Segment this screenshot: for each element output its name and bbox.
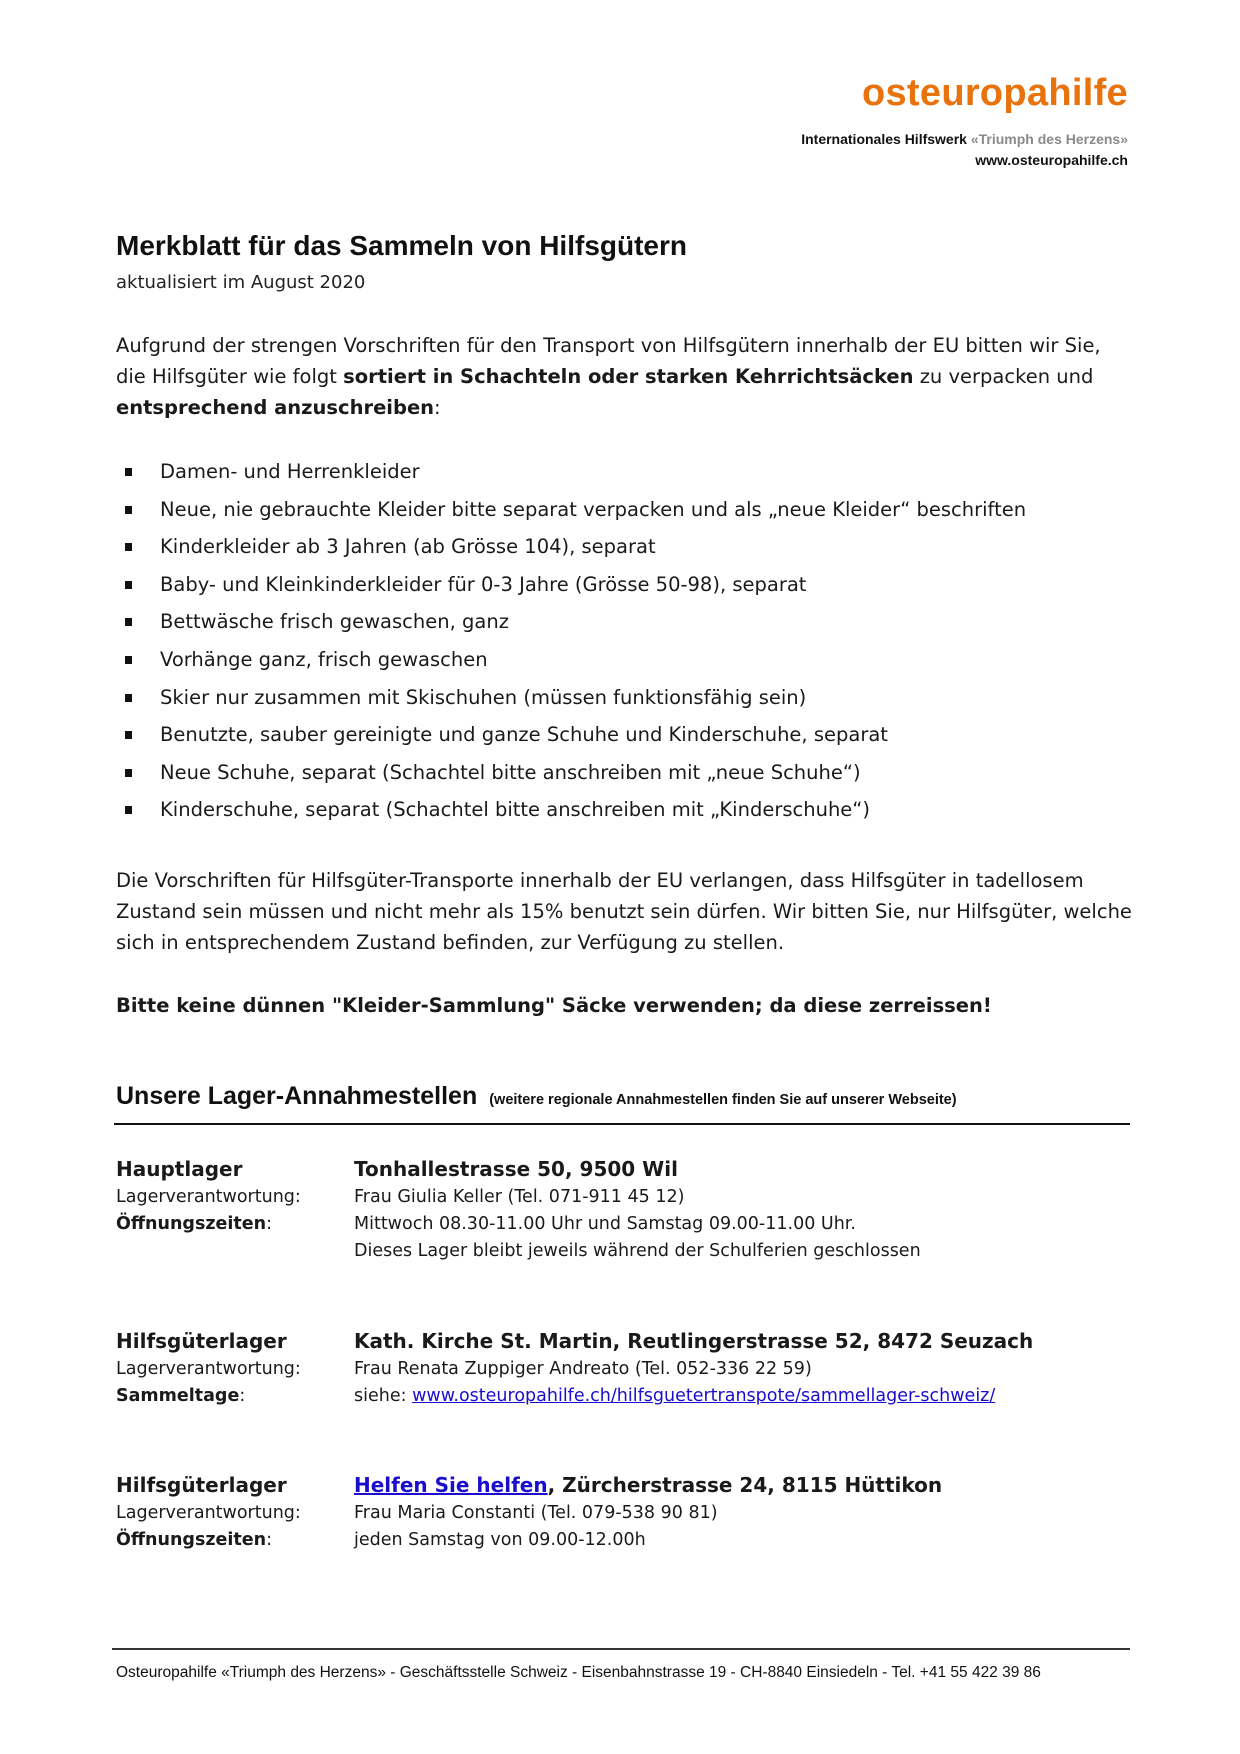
bullet-square-icon — [125, 581, 132, 589]
location-header — [116, 1327, 1136, 1356]
list-item-text: Kinderschuhe, separat (Schachtel bitte anschreiben mit „Kinderschuhe“) — [160, 798, 871, 822]
contact-label: Lagerverantwortung: — [116, 1503, 301, 1523]
list-item-text: Bettwäsche frisch gewaschen, ganz — [160, 610, 509, 634]
location-note-row — [116, 1238, 1136, 1265]
list-item — [116, 757, 1026, 795]
section-divider — [114, 1123, 1130, 1125]
location-seuzach — [116, 1327, 1136, 1410]
intro-text-1: Aufgrund der strengen Vorschriften für den Transport von Hilfsgütern innerhalb der EU bitten wir Sie, die Hilfsgüter wie folgt — [116, 334, 1101, 388]
hours-value: jeden Samstag von 09.00-12.00h — [354, 1530, 646, 1550]
location-type: Hilfsgüterlager — [116, 1329, 287, 1353]
warning-text: Bitte keine dünnen "Kleider-Sammlung" Säcke verwenden; da diese zerreissen! — [116, 994, 992, 1017]
hours-label-text: Öffnungszeiten — [116, 1530, 267, 1550]
bullet-square-icon — [125, 468, 132, 476]
location-address: Tonhallestrasse 50, 9500 Wil — [354, 1157, 678, 1181]
hours-label — [116, 1211, 354, 1238]
hours-label — [116, 1383, 354, 1410]
list-item — [116, 531, 1026, 569]
list-item-text: Vorhänge ganz, frisch gewaschen — [160, 647, 488, 671]
contact-value: Frau Giulia Keller (Tel. 071-911 45 12) — [354, 1187, 685, 1207]
list-item — [116, 644, 1026, 682]
list-item — [116, 569, 1026, 607]
contact-label: Lagerverantwortung: — [116, 1359, 301, 1379]
bullet-square-icon — [125, 731, 132, 739]
hours-label-colon: : — [266, 1530, 273, 1550]
location-address: Kath. Kirche St. Martin, Reutlingerstrasse 52, 8472 Seuzach — [354, 1329, 1034, 1353]
location-hours-row — [116, 1211, 1136, 1238]
bullet-square-icon — [125, 543, 132, 551]
location-type: Hilfsgüterlager — [116, 1473, 287, 1497]
contact-value: Frau Renata Zuppiger Andreato (Tel. 052-336 22 59) — [354, 1359, 812, 1379]
locations-title: Unsere Lager-Annahmestellen — [116, 1082, 478, 1110]
hours-value — [354, 1383, 1136, 1410]
location-contact-row — [116, 1500, 1136, 1527]
bullet-square-icon — [125, 656, 132, 664]
location-address-text: , Zürcherstrasse 24, 8115 Hüttikon — [547, 1473, 943, 1497]
list-item — [116, 794, 1026, 832]
hours-label-colon: : — [266, 1214, 273, 1234]
rules-paragraph: Die Vorschriften für Hilfsgüter-Transporte innerhalb der EU verlangen, dass Hilfsgüter in tadellosem Zustand sein müssen und nicht mehr als 15% benutzt sein dürfen. Wir bitten Sie, nur Hilfsgüter, welche sich in entsprechendem Zustand befinden, zur Verfügung zu stellen. — [116, 869, 1132, 954]
list-item-text: Benutzte, sauber gereinigte und ganze Schuhe und Kinderschuhe, separat — [160, 723, 888, 747]
bullet-square-icon — [125, 806, 132, 814]
list-item-text: Neue Schuhe, separat (Schachtel bitte anschreiben mit „neue Schuhe“) — [160, 760, 861, 784]
footer-divider — [112, 1648, 1130, 1650]
brand-tagline — [801, 131, 1128, 147]
location-type: Hauptlager — [116, 1157, 243, 1181]
location-contact-row — [116, 1356, 1136, 1383]
location-header — [116, 1155, 1136, 1184]
hours-value: Mittwoch 08.30-11.00 Uhr und Samstag 09.00-11.00 Uhr. — [354, 1214, 856, 1234]
locations-heading — [116, 1082, 957, 1111]
brand-logo: osteuropahilfe — [861, 72, 1128, 114]
list-item — [116, 606, 1026, 644]
bullet-square-icon — [125, 506, 132, 514]
intro-bold-1: sortiert in Schachteln oder starken Kehrrichtsäcken — [343, 365, 914, 388]
tagline-quote: «Triumph des Herzens» — [970, 131, 1128, 147]
hours-label-colon: : — [239, 1386, 246, 1406]
list-item — [116, 456, 1026, 494]
location-contact-row — [116, 1184, 1136, 1211]
list-item-text: Kinderkleider ab 3 Jahren (ab Grösse 104), separat — [160, 535, 656, 559]
intro-text-3: : — [434, 396, 441, 419]
location-huettikon — [116, 1471, 1136, 1554]
empty-label — [116, 1238, 354, 1265]
list-item — [116, 682, 1026, 720]
list-item-text: Neue, nie gebrauchte Kleider bitte separat verpacken und als „neue Kleider“ beschriften — [160, 497, 1027, 521]
location-header — [116, 1471, 1136, 1500]
intro-bold-2: entsprechend anzuschreiben — [116, 396, 435, 419]
bullet-square-icon — [125, 769, 132, 777]
document-subtitle: aktualisiert im August 2020 — [116, 272, 366, 293]
contact-label: Lagerverantwortung: — [116, 1187, 301, 1207]
locations-note: (weitere regionale Annahmestellen finden Sie auf unserer Webseite) — [489, 1092, 957, 1108]
list-item — [116, 719, 1026, 757]
hours-prefix: siehe: — [354, 1386, 413, 1406]
list-item — [116, 494, 1026, 532]
hours-label — [116, 1527, 354, 1554]
tagline-main: Internationales Hilfswerk — [801, 131, 971, 147]
helfen-sie-helfen-link[interactable]: Helfen Sie helfen — [354, 1473, 548, 1497]
intro-paragraph — [116, 330, 1136, 423]
footer-text: Osteuropahilfe «Triumph des Herzens» - Geschäftsstelle Schweiz - Eisenbahnstrasse 19 - CH-8840 Einsiedeln - Tel. +41 55 422 39 86 — [116, 1664, 1041, 1681]
location-hours-row — [116, 1527, 1136, 1554]
collection-days-link[interactable]: www.osteuropahilfe.ch/hilfsguetertranspote/sammellager-schweiz/ — [412, 1386, 996, 1406]
location-hours-row — [116, 1383, 1136, 1410]
hours-label-text: Sammeltage — [116, 1386, 240, 1406]
hours-note: Dieses Lager bleibt jeweils während der Schulferien geschlossen — [354, 1241, 921, 1261]
goods-list — [116, 456, 1026, 832]
hours-label-text: Öffnungszeiten — [116, 1214, 267, 1234]
list-item-text: Damen- und Herrenkleider — [160, 460, 420, 483]
bullet-square-icon — [125, 694, 132, 702]
brand-website: www.osteuropahilfe.ch — [975, 152, 1128, 168]
location-address — [354, 1471, 1136, 1500]
list-item-text: Baby- und Kleinkinderkleider für 0-3 Jahre (Grösse 50-98), separat — [160, 572, 807, 596]
location-main-warehouse — [116, 1155, 1136, 1265]
contact-value: Frau Maria Constanti (Tel. 079-538 90 81) — [354, 1503, 718, 1523]
intro-text-2: zu verpacken und — [913, 365, 1094, 388]
bullet-square-icon — [125, 618, 132, 626]
document-title: Merkblatt für das Sammeln von Hilfsgütern — [116, 230, 687, 261]
list-item-text: Skier nur zusammen mit Skischuhen (müssen funktionsfähig sein) — [160, 685, 807, 709]
